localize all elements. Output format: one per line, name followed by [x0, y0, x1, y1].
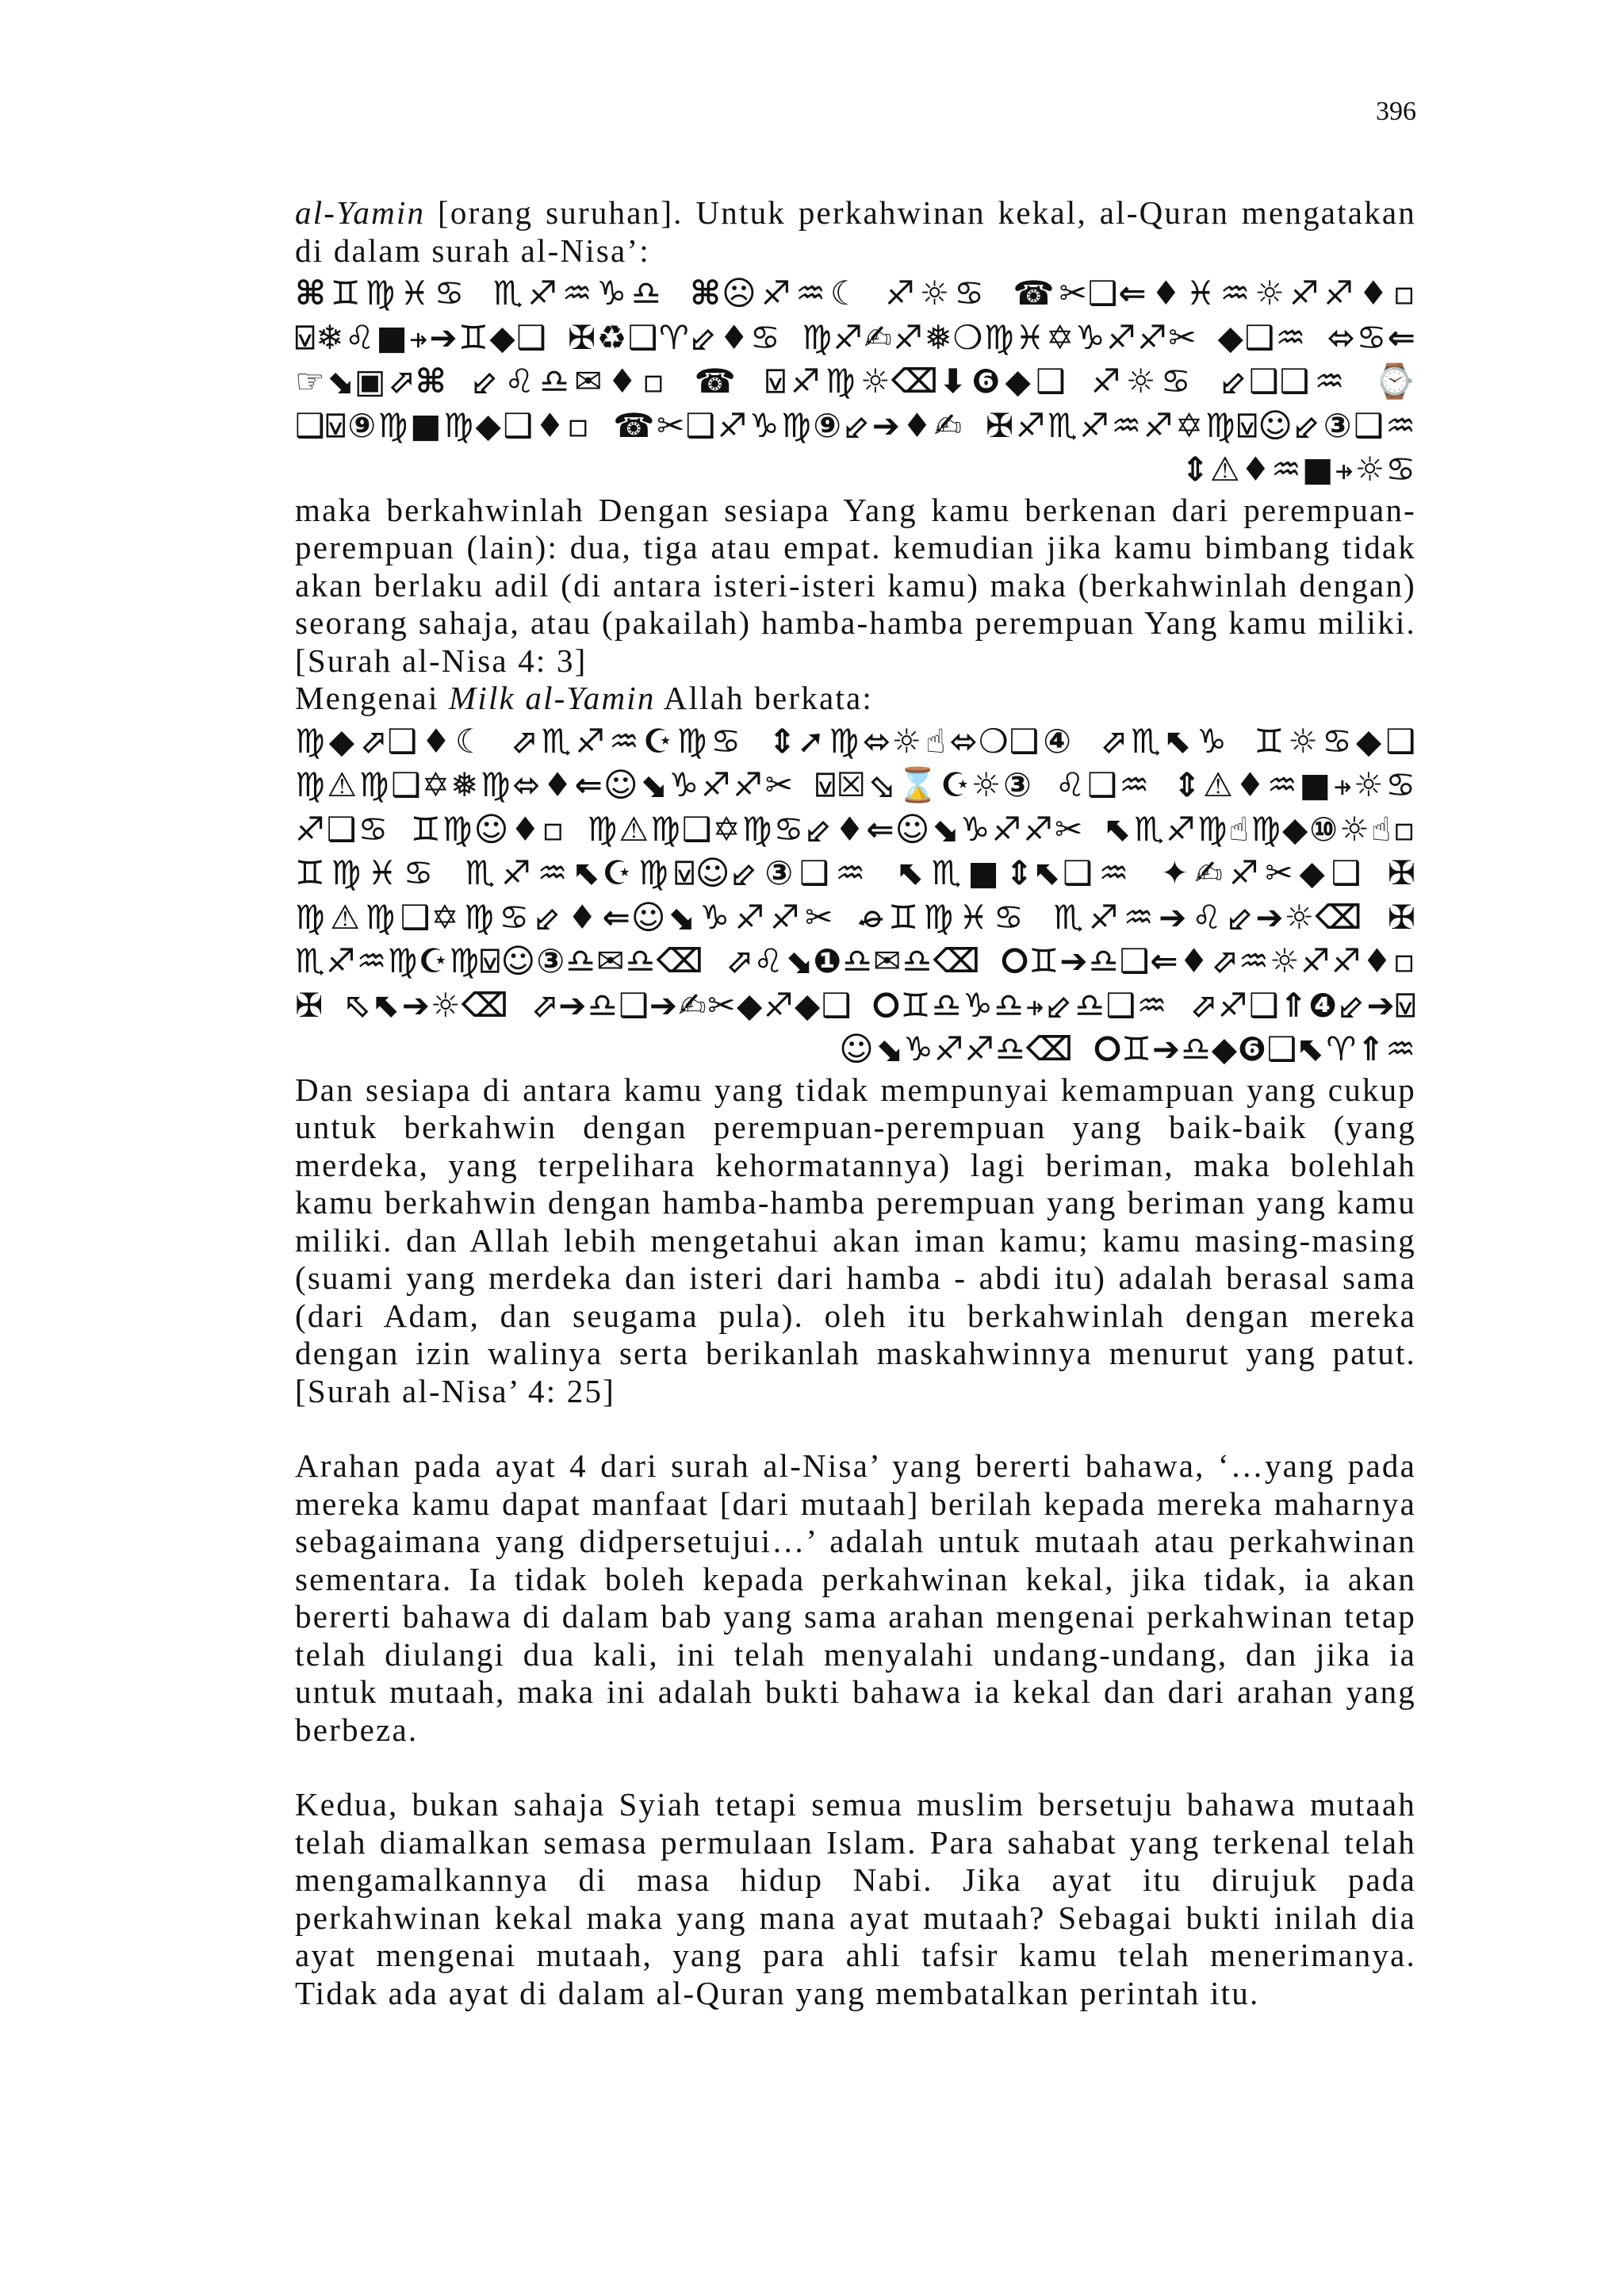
milk-intro-prefix: Mengenai	[295, 680, 449, 716]
intro-paragraph	[295, 194, 1416, 270]
paragraph-gap	[295, 1749, 1416, 1786]
page-body	[295, 194, 1416, 2012]
intro-term: al-Yamin	[295, 194, 426, 231]
paragraph-gap	[295, 1410, 1416, 1447]
paragraph-arahan: Arahan pada ayat 4 dari surah al-Nisa’ yang bererti bahawa, ‘…yang pada mereka kamu dapat manfaat [dari mutaah] berilah kepada mereka maharnya sebagaimana yang didpersetujui…’ adalah untuk mutaah atau perkahwinan sementara. Ia tidak boleh kepada perkahwinan kekal, jika tidak, ia akan bererti bahawa di dalam bab yang sama arahan mengenai perkahwinan tetap telah diulangi dua kali, ini telah menyalahi undang-undang, dan jika ia untuk mutaah, maka ini adalah bukti bahawa ia kekal dan dari arahan yang berbeza.	[295, 1447, 1416, 1748]
milk-intro	[295, 680, 1416, 718]
verse-1-translation: maka berkahwinlah Dengan sesiapa Yang kamu berkenan dari perempuan-perempuan (lain): dua, tiga atau empat. kemudian jika kamu bimbang tidak akan berlaku adil (di antara isteri-isteri kamu) maka (berkahwinlah dengan) seorang sahaja, atau (pakailah) hamba-hamba perempuan Yang kamu miliki. [Surah al-Nisa 4: 3]	[295, 491, 1416, 679]
verse-2-arabic-glyphs: ♍◆⬀❑♦☾ ⬀♏♐♒☪♍♋ ⇕➚♍⬄☼☝⬄❍❑④ ⬀♏⬉♑ ♊☼♋◆❑ ♍⚠♍❑✡❅♍⬄♦⇐☺⬊♑♐♐✂ ⍌☒⬂⌛☪☼③ ♌❑♒ ⇕⚠♦♒■⍆☼♋ ♐❑♋ ♊♍☺♦▫ ♍⚠♍❑✡♍♋⬃♦⇐☺⬊♑♐♐✂ ⬉♏♐♍☝♍◆⑩☼☝▫ ♊♍♓♋ ♏♐♒⬉☪♍⍌☺⬃③❑♒ ⬉♏■⇕⬉❑♒ ✦✍♐✂◆❑ ✠ ♍⚠♍❑✡♍♋⬃♦⇐☺⬊♑♐♐✂ ⌮♊♍♓♋ ♏♐♒➔♌⬃➔☼⌫ ✠ ♏♐♒♍☪♍⍌☺③♎✉♎⌫ ⬀♌⬊❶♎✉♎⌫ ⭘♊➔♎❑⇐♦⬀♒☼♐♐♦▫ ✠ ⬁⬉➔☼⌫ ⬀➔♎❑➔✍✂◆♐◆❑ ⭘♊♎♑♎⍆⬃♎❑♒ ⬀♐❑⇑❹⬃➔⍌☺⬊♑♐♐♎⌫ ⭘♊➔♎◆❻❑⬉♈⇑♒	[295, 721, 1416, 1068]
verse-2-translation: Dan sesiapa di antara kamu yang tidak mempunyai kemampuan yang cukup untuk berkahwin dengan perempuan-perempuan yang baik-baik (yang merdeka, yang terpelihara kehormatannya) lagi beriman, maka bolehlah kamu berkahwin dengan hamba-hamba perempuan yang beriman yang kamu miliki. dan Allah lebih mengetahui akan iman kamu; kamu masing-masing (suami yang merdeka dan isteri dari hamba - abdi itu) adalah berasal sama (dari Adam, dan seugama pula). oleh itu berkahwinlah dengan mereka dengan izin walinya serta berikanlah maskahwinnya menurut yang patut. [Surah al-Nisa’ 4: 25]	[295, 1071, 1416, 1409]
milk-intro-suffix: Allah berkata:	[655, 680, 873, 716]
milk-intro-term: Milk al-Yamin	[449, 680, 656, 716]
page-number: 396	[1376, 97, 1416, 126]
intro-text: [orang suruhan]. Untuk perkahwinan kekal, al-Quran mengatakan di dalam surah al-Nisa’:	[295, 194, 1416, 269]
verse-1-arabic-glyphs: ⌘♊♍♓♋ ♏♐♒♑♎ ⌘☹♐♒☾ ♐☼♋ ☎✂❑⇐♦♓♒☼♐♐♦▫ ⍌❄♌■⍆➔♊◆❑ ✠♻❑♈⬃♦♋ ♍♐✍♐❅❍♍♓✡♑♐♐✂ ◆❑♒ ⬄♋⇐☞⬊▣⬀⌘ ⬃♌♎✉♦▫ ☎ ⍌♐♍☼⌫⬇❻◆❑ ♐☼♋ ⬃❑❑♒ ⌚❑⍌⑨♍■♍◆❑♦▫ ☎✂❑♐♑♍⑨⬃➔♦✍ ✠♐♏♐♒♐✡♍⍌☺⬃③❑♒ ⇕⚠♦♒■⍆☼♋	[295, 274, 1416, 489]
paragraph-kedua: Kedua, bukan sahaja Syiah tetapi semua muslim bersetuju bahawa mutaah telah diamalkan semasa permulaan Islam. Para sahabat yang terkenal telah mengamalkannya di masa hidup Nabi. Jika ayat itu dirujuk pada perkahwinan kekal maka yang mana ayat mutaah? Sebagai bukti inilah dia ayat mengenai mutaah, yang para ahli tafsir kamu telah menerimanya. Tidak ada ayat di dalam al-Quran yang membatalkan perintah itu.	[295, 1786, 1416, 2011]
